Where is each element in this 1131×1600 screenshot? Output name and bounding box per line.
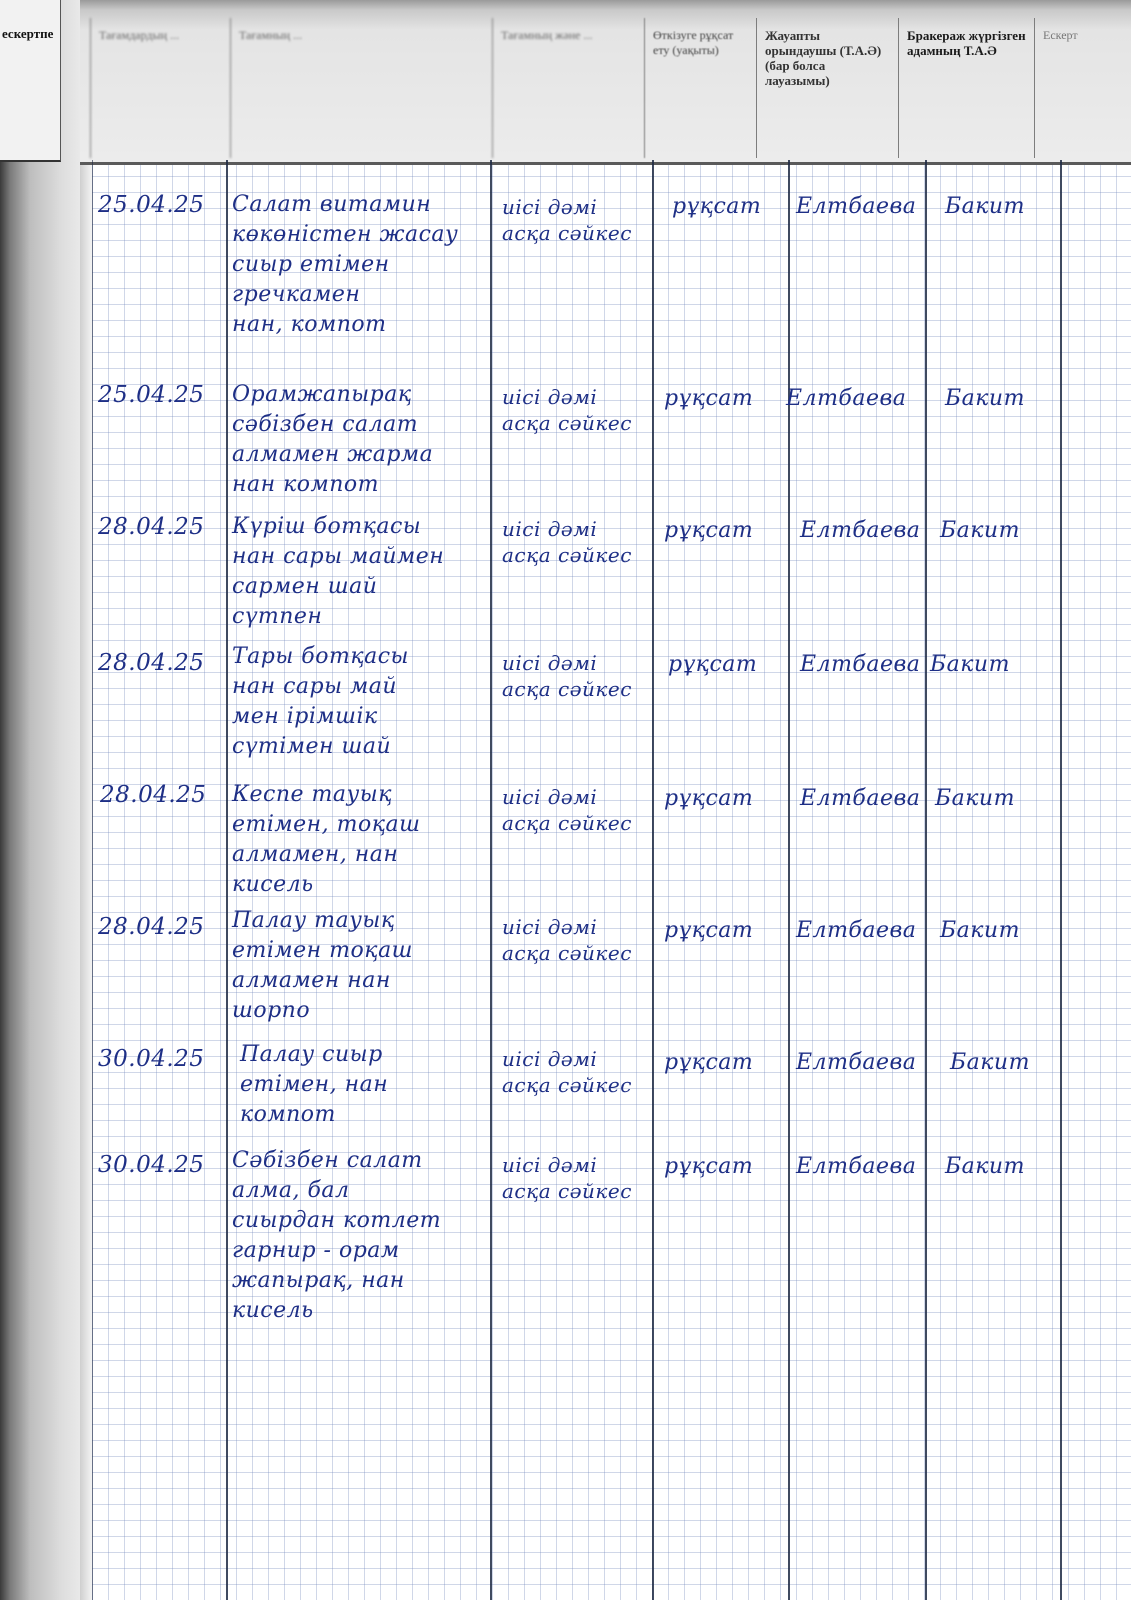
column-rule: [1060, 160, 1062, 1600]
row-date: 25.04.25: [98, 382, 205, 408]
row-permit: рұқсат: [672, 194, 762, 219]
row-inspector: Бакит: [940, 918, 1020, 943]
header-col-permit: Өткізуге рұқсат ету (уақыты): [644, 18, 756, 158]
row-dish: Күріш ботқасы нан сары маймен сармен шай сүтпен: [232, 514, 445, 629]
row-permit: рұқсат: [664, 786, 754, 811]
row-quality: иісі дәмі асқа сәйкес: [502, 195, 632, 245]
column-rule: [788, 160, 790, 1600]
row-permit: рұқсат: [668, 652, 758, 677]
column-rule: [92, 160, 93, 1600]
row-executor: Елтбаева: [786, 386, 907, 411]
row-inspector: Бакит: [950, 1050, 1030, 1075]
binding-edge: [80, 0, 92, 1600]
binding-strip: [0, 0, 80, 1600]
row-permit: рұқсат: [664, 1050, 754, 1075]
row-quality: иісі дәмі асқа сәйкес: [502, 1153, 632, 1203]
row-quality: иісі дәмі асқа сәйкес: [502, 1047, 632, 1097]
header-col-executor: Жауапты орындаушы (Т.А.Ә) (бар болса лауазымы): [756, 18, 898, 158]
header-col-dish: Тағамның ...: [230, 18, 492, 158]
table-header: [80, 0, 1131, 165]
column-rule: [226, 160, 228, 1600]
row-quality: иісі дәмі асқа сәйкес: [502, 651, 632, 701]
row-inspector: Бакит: [945, 386, 1025, 411]
row-date: 25.04.25: [98, 192, 205, 218]
row-date: 28.04.25: [98, 514, 205, 540]
row-inspector: Бакит: [930, 652, 1010, 677]
row-date: 30.04.25: [98, 1046, 205, 1072]
row-date: 28.04.25: [98, 650, 205, 676]
header-col-note: Ескерт: [1034, 18, 1131, 158]
previous-page-note-label: ескертпе: [2, 26, 54, 41]
column-rule: [925, 160, 927, 1600]
previous-page-header: [0, 0, 61, 162]
row-executor: Елтбаева: [796, 1154, 917, 1179]
column-rule: [490, 160, 492, 1600]
row-dish: Кеспе тауық етімен, тоқаш алмамен, нан кисель: [232, 782, 421, 897]
row-dish: Тары ботқасы нан сары май мен ірімшік сүтімен шай: [232, 644, 409, 759]
row-dish: Палау сиыр етімен, нан компот: [240, 1042, 389, 1127]
row-executor: Елтбаева: [796, 1050, 917, 1075]
row-inspector: Бакит: [935, 786, 1015, 811]
row-permit: рұқсат: [664, 386, 754, 411]
row-executor: Елтбаева: [800, 786, 921, 811]
column-rule: [652, 160, 654, 1600]
row-executor: Елтбаева: [800, 652, 921, 677]
row-dish: Орамжапырақ сәбізбен салат алмамен жарма нан компот: [232, 382, 434, 497]
header-col-date: Тағамдардың ...: [90, 18, 230, 158]
row-date: 28.04.25: [98, 914, 205, 940]
row-dish: Сәбізбен салат алма, бал сиырдан котлет гарнир - орам жапырақ, нан кисель: [232, 1148, 442, 1323]
row-permit: рұқсат: [664, 918, 754, 943]
row-inspector: Бакит: [940, 518, 1020, 543]
row-executor: Елтбаева: [796, 194, 917, 219]
row-quality: иісі дәмі асқа сәйкес: [502, 385, 632, 435]
row-quality: иісі дәмі асқа сәйкес: [502, 785, 632, 835]
row-quality: иісі дәмі асқа сәйкес: [502, 915, 632, 965]
row-dish: Салат витамин көкөністен жасау сиыр етімен гречкамен нан, компот: [232, 192, 459, 337]
row-date: 30.04.25: [98, 1152, 205, 1178]
row-executor: Елтбаева: [800, 518, 921, 543]
header-col-quality: Тағамның және ...: [492, 18, 644, 158]
row-permit: рұқсат: [664, 1154, 754, 1179]
row-permit: рұқсат: [664, 518, 754, 543]
row-date: 28.04.25: [100, 782, 207, 808]
row-inspector: Бакит: [945, 1154, 1025, 1179]
header-col-inspector: Бракераж жүргізген адамның Т.А.Ә: [898, 18, 1034, 158]
row-quality: иісі дәмі асқа сәйкес: [502, 517, 632, 567]
row-inspector: Бакит: [945, 194, 1025, 219]
row-executor: Елтбаева: [796, 918, 917, 943]
row-dish: Палау тауық етімен тоқаш алмамен нан шорпо: [232, 908, 414, 1023]
